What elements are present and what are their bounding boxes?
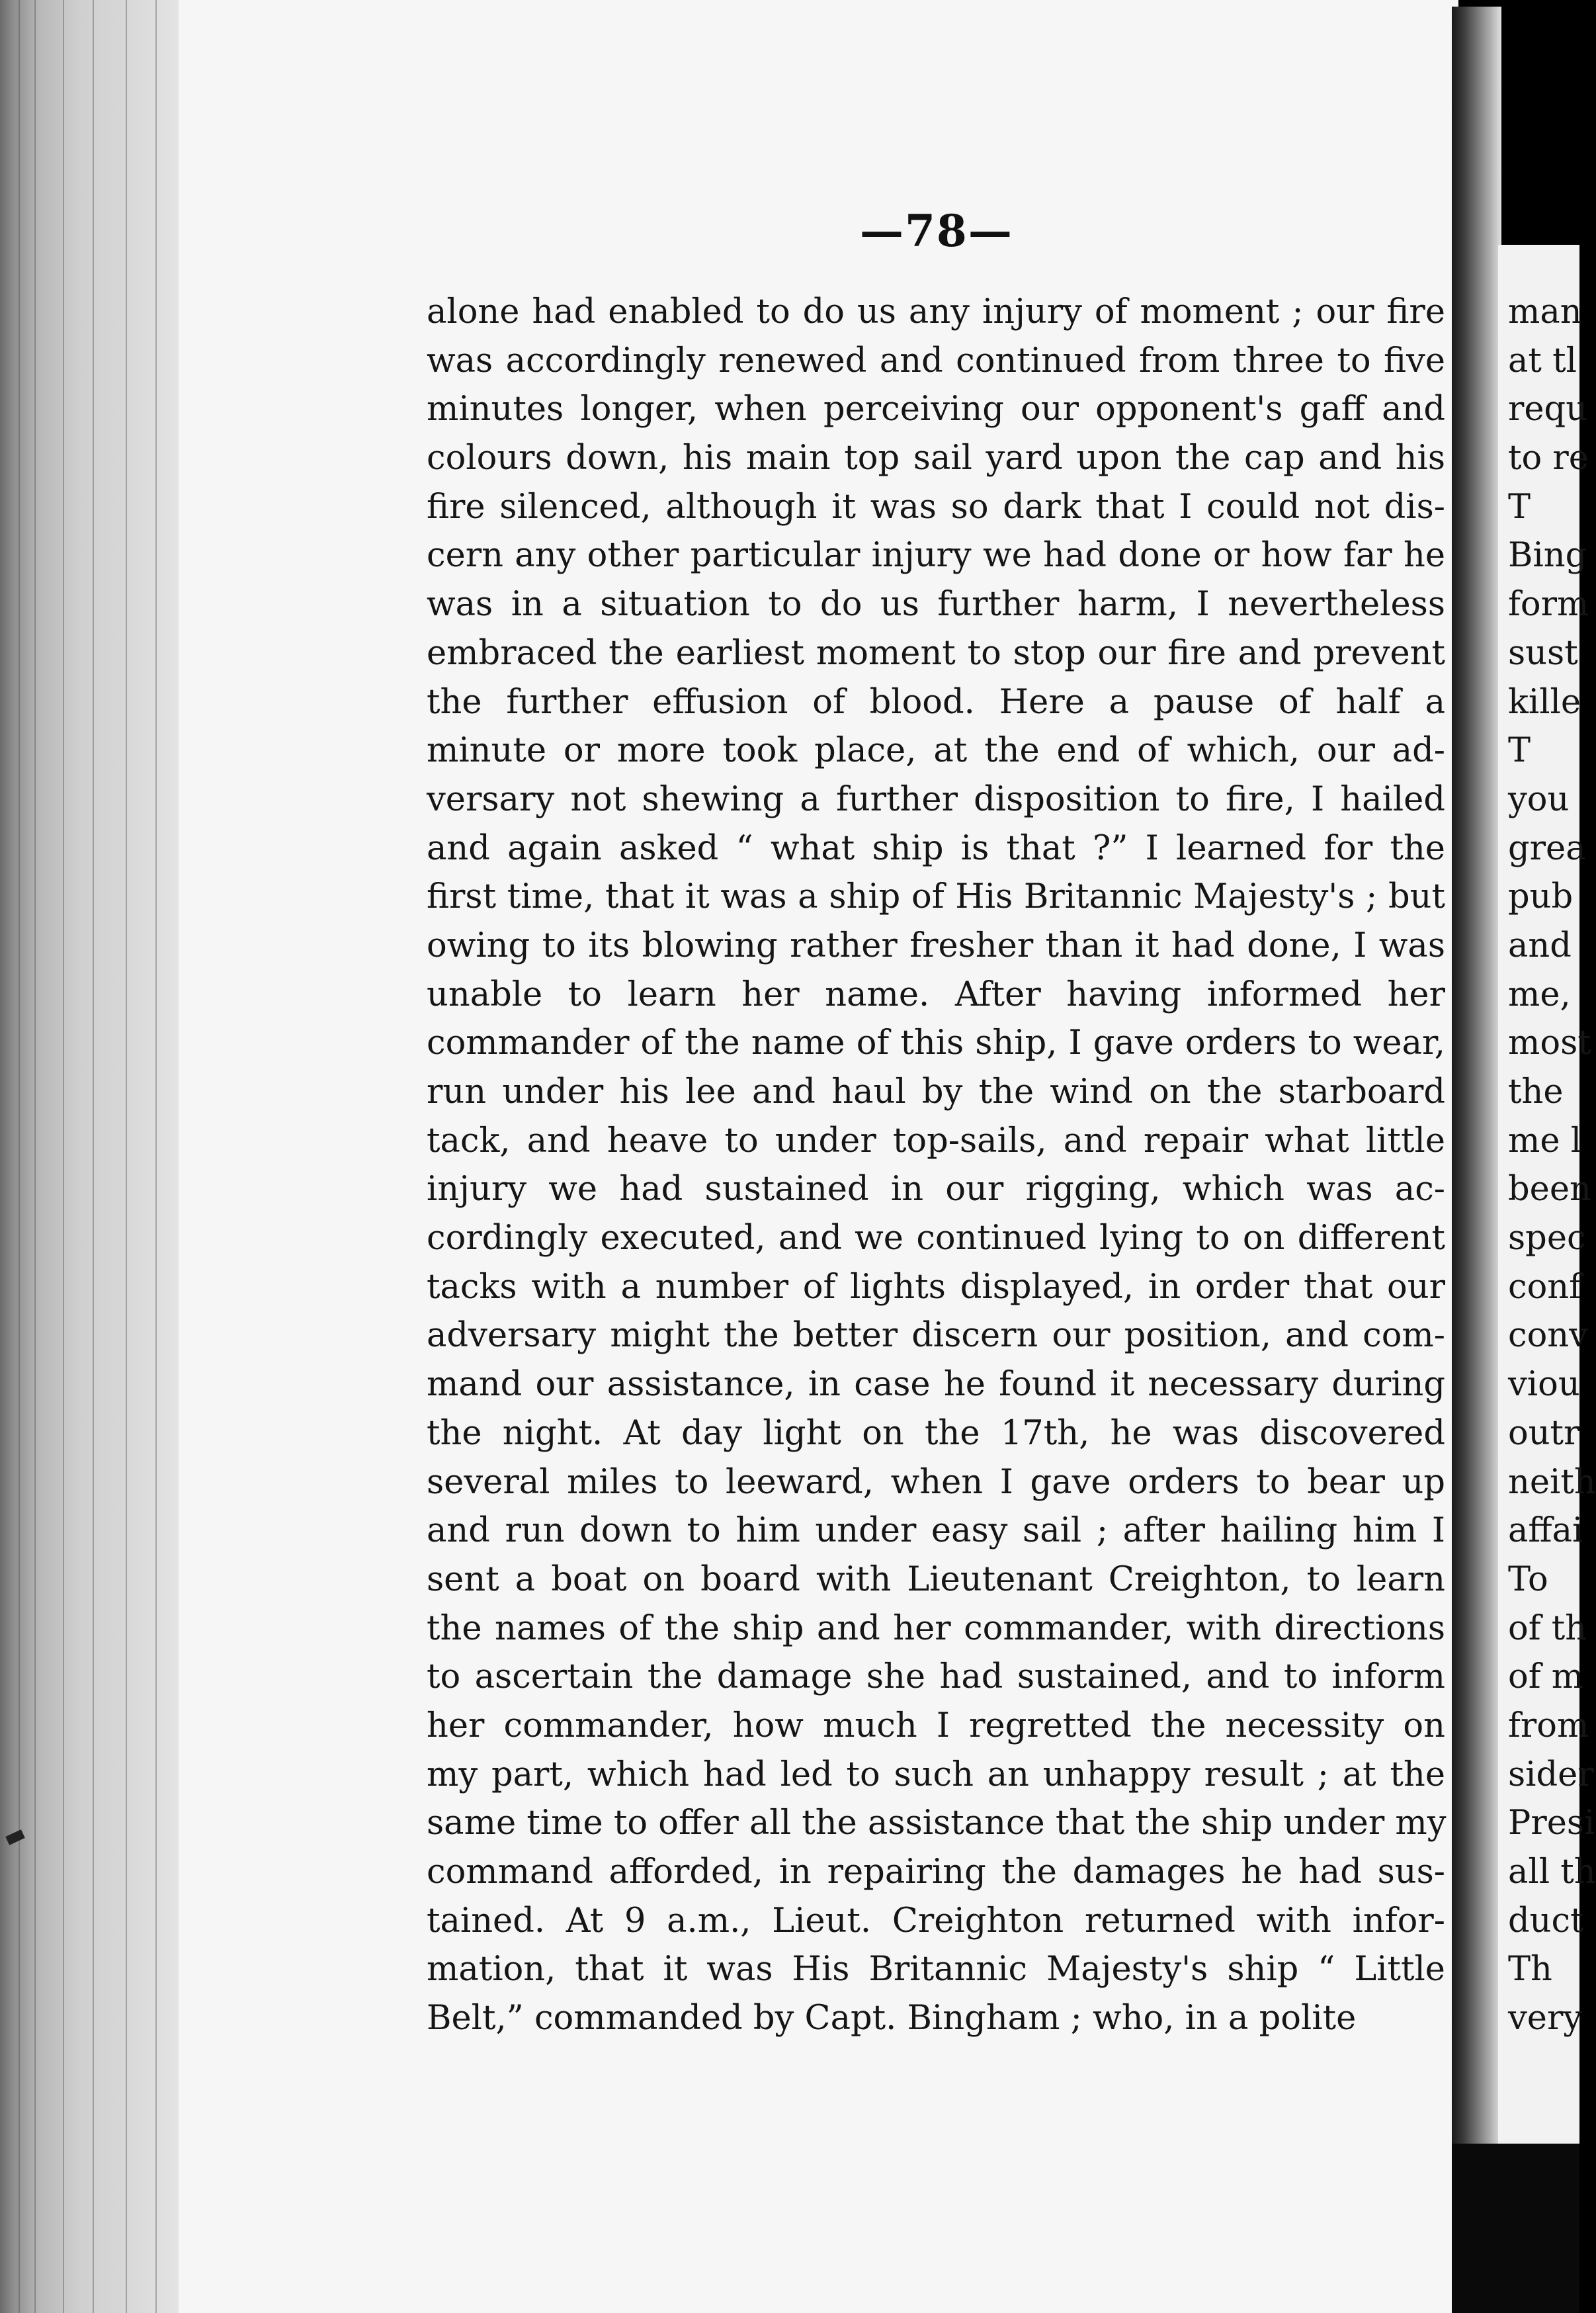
facing-text-line: spec [1508,1219,1586,1258]
text-line: mand our assistance, in case he found it necessary during [427,1365,1445,1405]
text-line: unable to learn her name. After having informed her [427,975,1445,1014]
text-line: commander of the name of this ship, I gave orders to wear, [427,1024,1445,1063]
facing-text-line: To [1508,1559,1548,1599]
facing-text-line: sust [1508,633,1578,673]
facing-text-line: sider [1508,1755,1594,1794]
facing-text-line: affai [1508,1511,1583,1551]
text-line: run under his lee and haul by the wind on the starboard [427,1072,1445,1112]
facing-text-line: the [1508,1072,1564,1112]
text-line: and again asked “ what ship is that ?” I learned for the [427,828,1445,868]
facing-text-line: Th [1508,1950,1552,1989]
text-line: tained. At 9 a.m., Lieut. Creighton returned with infor- [427,1901,1445,1941]
facing-text-line: all th [1508,1853,1596,1892]
facing-text-line: grea [1508,828,1586,868]
body-text [427,288,1445,2043]
text-line: was accordingly renewed and continued from three to five [427,341,1445,380]
facing-text-line: Presi [1508,1804,1595,1843]
page-number: —78— [860,205,1013,257]
facing-text-line: me, [1508,975,1571,1014]
text-line: minute or more took place, at the end of which, our ad- [427,731,1445,771]
facing-text-line: from [1508,1706,1589,1745]
facing-text-line: conv [1508,1316,1588,1356]
facing-text-line: viou [1508,1365,1580,1405]
text-line: tack, and heave to under top-sails, and repair what little [427,1121,1445,1160]
page-gutter-shadow [1452,7,1501,2144]
facing-text-line: T [1508,731,1531,771]
page-edge-stack [0,0,179,2313]
text-line: to ascertain the damage she had sustained, and to inform [427,1657,1445,1697]
text-line: Belt,” commanded by Capt. Bingham ; who, in a polite [427,1999,1357,2038]
text-line: the night. At day light on the 17th, he was discovered [427,1413,1445,1453]
facing-text-line: you [1508,779,1570,819]
facing-text-line: neith [1508,1462,1596,1502]
text-line: sent a boat on board with Lieutenant Creighton, to learn [427,1559,1445,1599]
facing-text-line: and [1508,926,1572,965]
text-line: and run down to him under easy sail ; after hailing him I [427,1511,1445,1551]
text-line: minutes longer, when perceiving our opponent's gaff and [427,390,1445,429]
text-line: owing to its blowing rather fresher than it had done, I was [427,926,1445,965]
facing-page-text [1508,288,1596,2043]
facing-text-line: at tl [1508,341,1577,380]
text-line: was in a situation to do us further harm, I nevertheless [427,585,1445,625]
text-line: alone had enabled to do us any injury of moment ; our fire [427,292,1445,331]
text-line: versary not shewing a further disposition to fire, I hailed [427,779,1445,819]
text-line: first time, that it was a ship of His Britannic Majesty's ; but [427,877,1445,917]
facing-text-line: kille [1508,682,1581,722]
facing-text-line: pub [1508,877,1574,917]
text-line: her commander, how much I regretted the necessity on [427,1706,1445,1745]
text-line: command afforded, in repairing the damages he had sus- [427,1853,1445,1892]
facing-text-line: requ [1508,390,1588,429]
text-line: injury we had sustained in our rigging, which was ac- [427,1170,1445,1209]
text-line: colours down, his main top sail yard upon the cap and his [427,439,1445,478]
text-line: adversary might the better discern our position, and com- [427,1316,1445,1356]
facing-text-line: of th [1508,1608,1587,1648]
facing-text-line: been [1508,1170,1591,1209]
corner-shadow [1452,2144,1579,2313]
text-line: my part, which had led to such an unhappy result ; at the [427,1755,1445,1794]
text-line: mation, that it was His Britannic Majesty's ship “ Little [427,1950,1445,1989]
text-line: fire silenced, although it was so dark that I could not dis- [427,487,1445,527]
text-line: same time to offer all the assistance that the ship under my [427,1804,1447,1843]
facing-text-line: form [1508,585,1589,625]
facing-text-line: man [1508,292,1582,331]
text-line: cordingly executed, and we continued lying to on different [427,1219,1445,1258]
text-line: embraced the earliest moment to stop our fire and prevent [427,633,1445,673]
text-line: cern any other particular injury we had done or how far he [427,536,1445,576]
text-line: the further effusion of blood. Here a pause of half a [427,682,1445,722]
facing-text-line: outr [1508,1413,1580,1453]
facing-text-line: conf [1508,1267,1581,1307]
facing-text-line: duct [1508,1901,1584,1941]
facing-text-line: to re [1508,439,1589,478]
facing-text-line: Bing [1508,536,1587,576]
facing-text-line: me l [1508,1121,1582,1160]
facing-text-line: T [1508,487,1531,527]
facing-text-line: most [1508,1024,1591,1063]
facing-text-line: of m [1508,1657,1584,1697]
text-line: tacks with a number of lights displayed, in order that our [427,1267,1445,1307]
text-line: the names of the ship and her commander, with directions [427,1608,1445,1648]
facing-text-line: very [1508,1999,1583,2038]
text-line: several miles to leeward, when I gave orders to bear up [427,1462,1445,1502]
